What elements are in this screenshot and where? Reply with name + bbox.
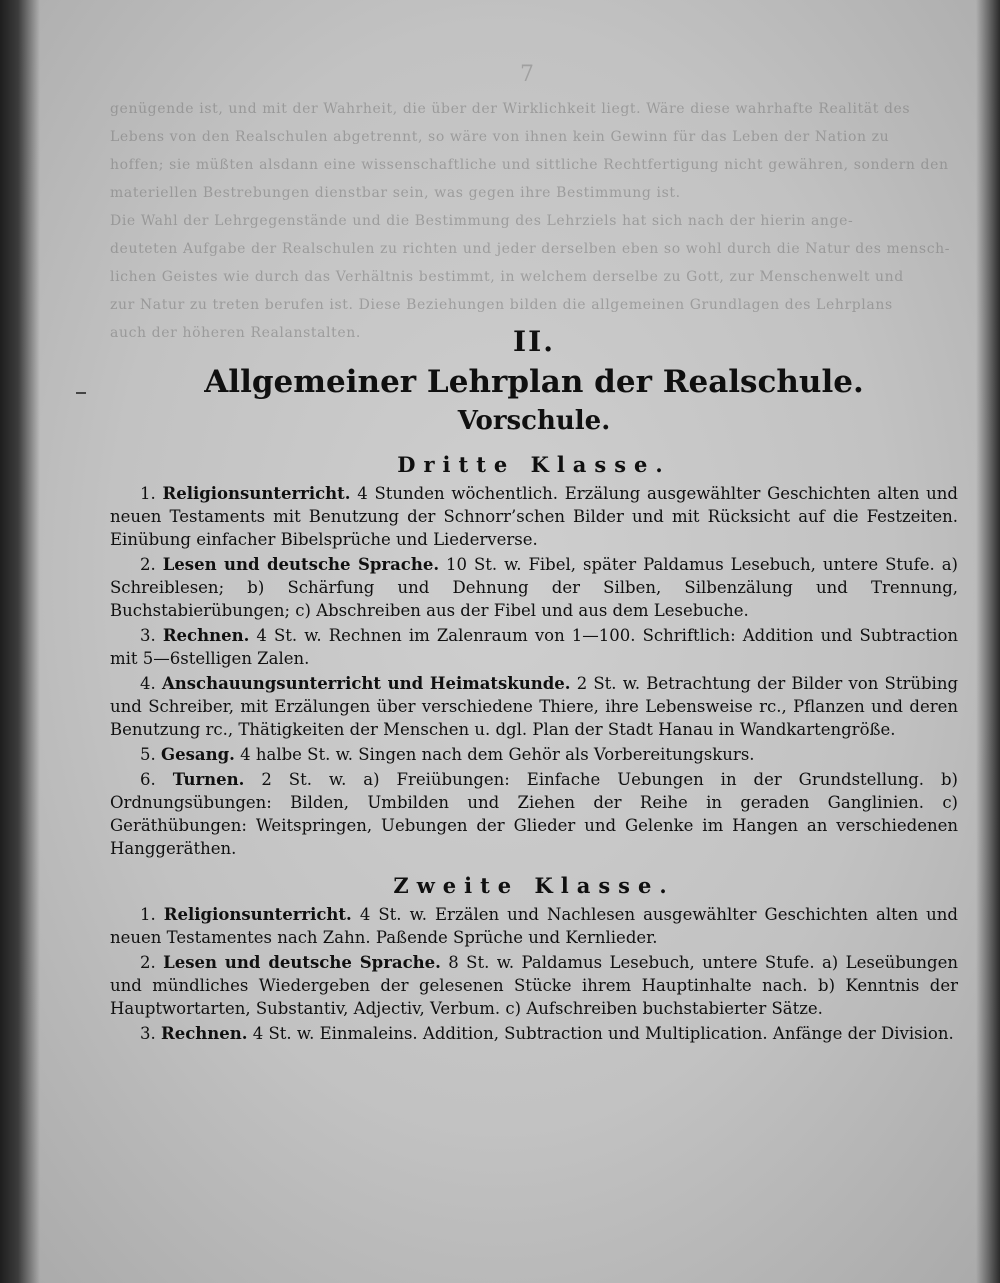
lesson-paragraph: 2. Lesen und deutsche Sprache. 10 St. w. Fibel, später Paldamus Lesebuch, untere Stufe. a) Schreiblesen; b) Schärfung und Dehnung der Silben, Silbenzälung und Trennung, Buchstabierübungen; c) Abschreiben aus der Fibel und aus dem Lesebuche. <box>110 555 958 620</box>
bleed-through-line: hoffen; sie müßten alsdann eine wissenschaftliche und sittliche Rechtfertigung nicht gewähren, sondern den <box>110 157 949 173</box>
lesson-paragraph: 2. Lesen und deutsche Sprache. 8 St. w. Paldamus Lesebuch, untere Stufe. a) Leseübungen und mündliches Wiedergeben der gelesenen Stücke ihrem Hauptinhalte nach. b) Kenntnis der Hauptwortarten, Substantiv, Adjectiv, Verbum. c) Aufschreiben buchstabierter Sätze. <box>110 953 958 1018</box>
class-heading: Dritte Klasse. <box>397 452 671 477</box>
lesson-paragraph: 3. Rechnen. 4 St. w. Rechnen im Zalenraum von 1—100. Schriftlich: Addition und Subtraction mit 5—6stelligen Zalen. <box>110 626 959 668</box>
page-title: Allgemeiner Lehrplan der Realschule. <box>204 364 864 400</box>
lesson-paragraph: 5. Gesang. 4 halbe St. w. Singen nach dem Gehör als Vorbereitungskurs. <box>140 745 755 764</box>
bleed-through-line: zur Natur zu treten berufen ist. Diese Beziehungen bilden die allgemeinen Grundlagen des Lehrplans <box>110 297 893 313</box>
bleed-through-line: genügende ist, und mit der Wahrheit, die über der Wirklichkeit liegt. Wäre diese wahrhafte Realität des <box>110 101 911 117</box>
class-section-zweite <box>110 874 958 1045</box>
bleed-through-line: lichen Geistes wie durch das Verhältnis bestimmt, in welchem derselbe zu Gott, zur Menschenwelt und <box>110 269 904 285</box>
bleed-through-line: materiellen Bestrebungen dienstbar sein, was gegen ihre Bestimmung ist. <box>110 185 681 201</box>
bleed-through-line: deuteten Aufgabe der Realschulen zu richten und jeder derselben eben so wohl durch die Natur des mensch- <box>110 241 951 257</box>
margin-mark <box>76 392 86 394</box>
right-page-edge <box>976 0 1000 1283</box>
lesson-paragraph: 6. Turnen. 2 St. w. a) Freiübungen: Einfache Uebungen in der Grundstellung. b) Ordnungsübungen: Bilden, Umbilden und Ziehen der Reihe in geraden Ganglinien. c) Geräthübungen: Weitspringen, Uebungen der Glieder und Gelenke im Hangen an verschiedenen Hanggeräthen. <box>110 770 958 858</box>
bleed-through-line: Lebens von den Realschulen abgetrennt, so wäre von ihnen kein Gewinn für das Leben der Nation zu <box>110 129 890 145</box>
bleed-through-line: auch der höheren Realanstalten. <box>110 325 361 341</box>
left-page-edge <box>0 0 40 1283</box>
class-section-dritte <box>110 453 958 860</box>
lesson-paragraph: 3. Rechnen. 4 St. w. Einmaleins. Addition, Subtraction und Multiplication. Anfänge der Division. <box>140 1024 954 1043</box>
section-subtitle: Vorschule. <box>457 406 611 436</box>
class-heading: Zweite Klasse. <box>393 873 675 898</box>
lesson-paragraph: 1. Religionsunterricht. 4 Stunden wöchentlich. Erzälung ausgewählter Geschichten alten und neuen Testaments mit Benutzung der Schnorr’schen Bilder und mit Rücksicht auf die Festzeiten. Einübung einfacher Bibelsprüche und Liederverse. <box>110 484 958 549</box>
lesson-paragraph: 1. Religionsunterricht. 4 St. w. Erzälen und Nachlesen ausgewählter Geschichten alten und neuen Testamentes nach Zahn. Paßende Sprüche und Kernlieder. <box>110 905 958 947</box>
lesson-paragraph: 4. Anschauungsunterricht und Heimatskunde. 2 St. w. Betrachtung der Bilder von Strübing und Schreiber, mit Erzälungen über verschiedene Thiere, ihre Lebensweise rc., Pflanzen und deren Benutzung rc., Thätigkeiten der Menschen u. dgl. Plan der Stadt Hanau in Wandkartengröße. <box>110 674 959 739</box>
page-number: 7 <box>520 62 534 87</box>
section-number: II. <box>513 325 555 358</box>
bleed-through-text <box>110 95 955 347</box>
main-text <box>110 325 959 1047</box>
bleed-through-line: Die Wahl der Lehrgegenstände und die Bestimmung des Lehrziels hat sich nach der hierin ange- <box>110 213 854 229</box>
